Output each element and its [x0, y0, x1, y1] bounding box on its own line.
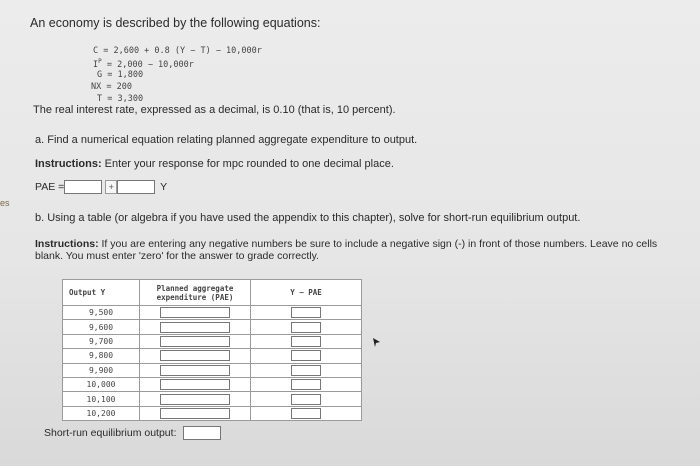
- pae-cell: [140, 363, 251, 377]
- y-minus-pae-input[interactable]: [291, 322, 321, 333]
- output-cell: 9,600: [63, 320, 140, 334]
- part-b-instructions-line1: [35, 238, 657, 250]
- part-a-question: a. Find a numerical equation relating planned aggregate expenditure to output.: [35, 134, 418, 146]
- table-body: [63, 306, 362, 421]
- table-row: [63, 334, 362, 348]
- header-output: Output Y: [63, 280, 140, 306]
- plus-sign: +: [105, 180, 117, 194]
- pae-input[interactable]: [160, 394, 230, 405]
- pae-cell: [140, 406, 251, 420]
- investment-symbol: I: [93, 59, 99, 70]
- table-header-row: [63, 280, 362, 306]
- y-minus-pae-cell: [251, 320, 362, 334]
- interest-rate-text: The real interest rate, expressed as a decimal, is 0.10 (that is, 10 percent).: [33, 104, 396, 116]
- output-cell: 9,900: [63, 363, 140, 377]
- intro-text: An economy is described by the following equations:: [30, 16, 321, 30]
- y-minus-pae-input[interactable]: [291, 307, 321, 318]
- header-pae-line2: expenditure (PAE): [156, 292, 234, 302]
- y-minus-pae-cell: [251, 334, 362, 348]
- table-row: [63, 377, 362, 391]
- y-minus-pae-input[interactable]: [291, 365, 321, 376]
- header-pae-line1: Planned aggregate: [156, 283, 234, 293]
- y-minus-pae-input[interactable]: [291, 336, 321, 347]
- pae-input[interactable]: [160, 336, 230, 347]
- table-row: [63, 363, 362, 377]
- side-tab-label: es: [0, 198, 10, 208]
- y-minus-pae-cell: [251, 306, 362, 320]
- y-label: Y: [160, 180, 168, 193]
- part-b-question: b. Using a table (or algebra if you have used the appendix to this chapter), solve for short-run equilibrium output.: [35, 212, 581, 224]
- output-cell: 9,800: [63, 349, 140, 363]
- output-cell: 10,100: [63, 392, 140, 406]
- y-minus-pae-input[interactable]: [291, 379, 321, 390]
- y-minus-pae-cell: [251, 377, 362, 391]
- pae-input[interactable]: [160, 322, 230, 333]
- output-cell: 9,500: [63, 306, 140, 320]
- pae-cell: [140, 377, 251, 391]
- y-minus-pae-cell: [251, 406, 362, 420]
- table-row: [63, 349, 362, 363]
- output-cell: 9,700: [63, 334, 140, 348]
- pae-mpc-input[interactable]: [117, 180, 155, 194]
- instructions-text: Enter your response for mpc rounded to one decimal place.: [101, 158, 394, 170]
- equation-taxes: T = 3,300: [97, 94, 144, 104]
- pae-input[interactable]: [160, 350, 230, 361]
- equilibrium-row: [44, 426, 221, 440]
- part-b-instructions-label: Instructions:: [35, 238, 99, 250]
- table-row: [63, 306, 362, 320]
- y-minus-pae-input[interactable]: [291, 394, 321, 405]
- equation-investment: $I^P = 2,000 - 10,000r$: [93, 58, 194, 70]
- pae-input[interactable]: [160, 408, 230, 419]
- pae-equation-row: [35, 180, 167, 194]
- output-cell: 10,000: [63, 377, 140, 391]
- y-minus-pae-input[interactable]: [291, 408, 321, 419]
- y-minus-pae-cell: [251, 349, 362, 363]
- output-cell: 10,200: [63, 406, 140, 420]
- equation-consumption: C = 2,600 + 0.8 (Y − T) − 10,000r: [93, 46, 262, 56]
- pae-cell: [140, 349, 251, 363]
- pae-label: PAE =: [35, 180, 65, 193]
- pae-cell: [140, 392, 251, 406]
- header-y-minus-pae: Y − PAE: [251, 280, 362, 306]
- table-row: [63, 320, 362, 334]
- pae-cell: [140, 306, 251, 320]
- investment-rhs: = 2,000 − 10,000r: [106, 59, 194, 70]
- pae-input[interactable]: [160, 379, 230, 390]
- equilibrium-label: Short-run equilibrium output:: [44, 426, 177, 439]
- pae-cell: [140, 320, 251, 334]
- y-minus-pae-cell: [251, 392, 362, 406]
- part-b-instructions-line2: blank. You must enter 'zero' for the answer to grade correctly.: [35, 250, 319, 262]
- y-minus-pae-cell: [251, 363, 362, 377]
- pae-input[interactable]: [160, 307, 230, 318]
- y-minus-pae-input[interactable]: [291, 350, 321, 361]
- part-b-instructions-text: If you are entering any negative numbers be sure to include a negative sign (-) in front of those numbers. Leave no cells: [98, 238, 658, 250]
- equation-net-exports: NX = 200: [91, 82, 132, 92]
- part-a-instructions: [35, 158, 394, 170]
- equation-government: G = 1,800: [97, 70, 144, 80]
- equilibrium-table: [62, 279, 362, 421]
- header-pae: [140, 280, 251, 306]
- pae-cell: [140, 334, 251, 348]
- mouse-cursor-icon: [373, 334, 380, 352]
- instructions-label: Instructions:: [35, 158, 102, 170]
- pae-constant-input[interactable]: [64, 180, 102, 194]
- table-row: [63, 392, 362, 406]
- pae-input[interactable]: [160, 365, 230, 376]
- equilibrium-output-input[interactable]: [183, 426, 221, 440]
- table-row: [63, 406, 362, 420]
